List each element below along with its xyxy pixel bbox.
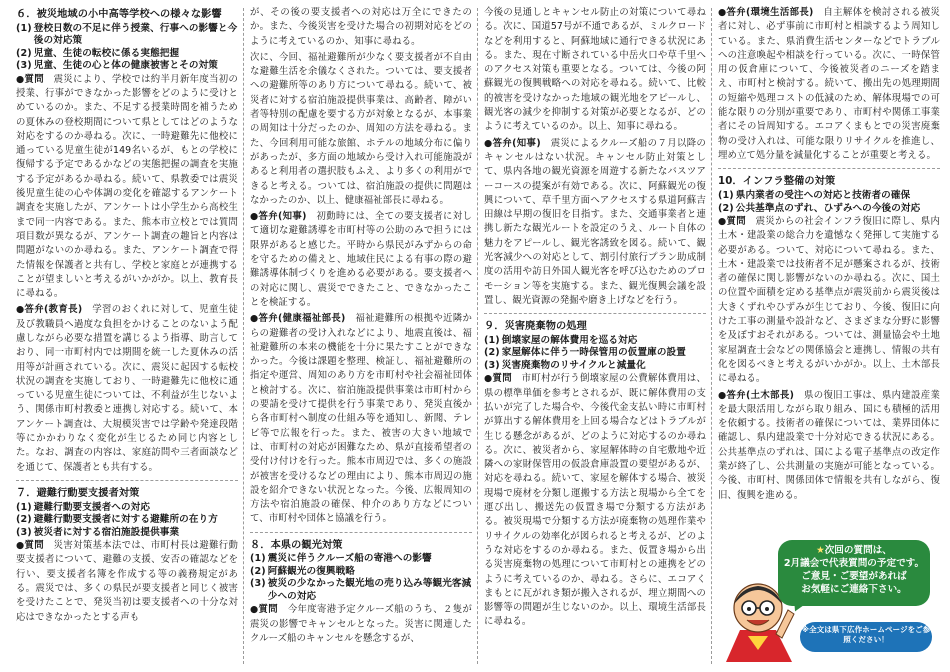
section-9-question: ●質問 市町村が行う倒壊家屋の公費解体費用は、県の標準単価を参考とされるが、既に解体費用の支払いが完了した場合や、今後代金支払い時に市町村が算出する解体費用を上回る場合などはトラブルが生じる懸念があるが、どのように対応するのか尋ねる。次に、被災者から、家屋解体時の自宅敷地や近隣への家財保管用の仮設倉庫設置の要望があるが、対応を尋ねる。続いて、家屋を解体する場合、被災現場で廃材を分類し運搬する方法と現場から全てを運び出し、搬送先の仮置き場で分類する方法がある。被災現場で分類する方法が廃棄物の処理作業やリサイクルの効率化が図られると考えるが、どのような対応をするのか尋ねる。また、仮置き場から出る災害廃棄物の処理について市町村との連携をどのように考えているのか、尋ねる。さらに、エコアくまもとに瓦がれき類が搬入されるが、埋立期間への影響等の問題が生じないのか。以上、環境生活部長に尋ねる。 (484, 373, 706, 628)
section-divider (250, 532, 472, 533)
column-divider (477, 8, 478, 664)
section-8-question: ●質問 今年度寄港予定クルーズ船のうち、２隻が震災の影響でキャンセルとなった。災害に関連したクルーズ船のキャンセルを懸念するが、 (250, 604, 472, 644)
section-8-sub-3: (3) 被災の少なかった観光地の売り込み等観光客減少への対応 (250, 578, 472, 602)
section-8-answer-governor: ●答弁(知事) 震災によるクルーズ船の７月以降のキャンセルはない状況。キャンセル防止対策として、県内各地の観光資源を周遊する新たなバスツアーコースの提案が有効である。次に、阿蘇観光の復興について、草千里方面へアクセスする県道阿蘇吉田線は早期の復旧を目指す。また、交通事業者と連携し新たな観光ルートを設定のうえ、ルート自体の魅力をアピールし、観光客誘致を図る。続いて、観光客減少への対応として、割引付旅行プラン助成制度の活用や訪日外国人観光客を呼び込むためのプロモーション等を実施する。また、観光復興会議を設置し、観光資源の発掘や磨き上げなどを行う。 (484, 137, 706, 306)
section-7-title: ７．避難行動要支援者対策 (16, 487, 140, 499)
section-8-sub-1: (1) 震災に伴うクルーズ船の寄港への影響 (250, 553, 432, 565)
section-7-sub-1: (1) 避難行動要支援者への対応 (16, 501, 151, 513)
section-8-title: ８．本県の観光対策 (250, 539, 343, 551)
section-10-question: ●質問 震災からの社会インフラ復旧に際し、県内土木・建設業の総合力を遺憾なく発揮して実施する必要がある。ついて、対応について尋ねる。また、土木・建設業では技術者不足が懸案されるが、技術者の確保に関し影響がないのか尋ねる。次に、国土の位置や面積を定める基準点が震災前から震災後は大きくずれやひずみが生じており、今後、復旧に向けた工事の測量や設計など、さまざまな分野に影響を及ぼすおそれがある。ついては、測量協会や土地家屋調査士会などの関係協会と連携し、情報の共有化を図るべきと考えるがいかがか。以上、土木部長に尋ねる。 (718, 215, 940, 385)
section-7-question: ●質問 災害対策基本法では、市町村長は避難行動要支援者について、避難の支援、安否の確認などを行い、要支援者名簿を作成する等の義務規定がある。震災では、多くの県民が要支援者と同じく被害を受けたことで、発災当初は要支援者への十分な対応はできなかったとする声も (16, 540, 238, 623)
section-8-question-cont: 今後の見通しとキャンセル防止の対策について尋ねる。次に、国道57号が不通であるが、ミルクロードなどを利用すると、阿蘇地域に通行できる状況にある。また、現在寸断されている中岳火口や草千里へのアクセス対策も重要となる。ついては、今後の阿蘇観光の復興戦略への対応を尋ねる。続いて、比較的被害を受けなかった地域の観光地をアピールし、観光客の減少を抑制する対策が必要となるが、どのように考えているのか。以上、知事に尋ねる。 (484, 7, 706, 133)
notice-line-2: 2月議会で代表質問の予定です。 (783, 557, 925, 569)
section-7-sub-3: (3) 被災者に対する宿泊施設提供事業 (16, 526, 180, 538)
section-6-sub-3: (3) 児童、生徒の心と体の健康被害とその対策 (16, 60, 218, 72)
notice-line-3: ご意見・ご要望があれば (801, 570, 907, 582)
section-6-sub-1: (1) 登校日数の不足に伴う授業、行事への影響と今後の対応策 (16, 22, 238, 47)
column-2 (250, 6, 472, 666)
section-7-answer-governor: ●答弁(知事) 初動時には、全ての要支援者に対して適切な避難誘導を市町村等の公助のみで担うには限界があると感じた。平時から県民がみずからの命を守るための備えと、地域住民による有事の際の避難誘導体制づくりを進める必要がある。要支援者への対応に関し、震災でできたこと、できなかったことを検証する。 (250, 211, 472, 308)
column-1 (16, 6, 238, 666)
section-7-question-cont-1: が、その後の要支援者への対応は万全にできたのか。また、今後災害を受けた場合の初期対応をどのように考えているのか、知事に尋ねる。 (250, 7, 472, 47)
section-divider (484, 313, 706, 314)
section-10-answer-civil: ●答弁(土木部長) 県の復旧工事は、県内建設産業を最大限活用しながら取り組み、国にも積極的活用を依頼する。技術者の確保については、業界団体に確認し、県内建設業で十分対応できる状況にある。公共基準点のずれは、国による電子基準点の改定作業が終了し、公共測量の実施が可能となっている。今後、市町村、関係団体で情報を共有しながら、復旧、復興を進める。 (718, 389, 940, 501)
section-10-sub-2: (2) 公共基準点のずれ、ひずみへの今後の対応 (718, 202, 921, 214)
section-9-sub-2: (2) 家屋解体に伴う一時保管用の仮置庫の設置 (484, 347, 686, 359)
section-7-sub-2: (2) 避難行動要支援者に対する避難所の在り方 (16, 514, 218, 526)
section-8-sub-2: (2) 阿蘇観光の復興戦略 (250, 565, 355, 577)
notice-line-1: ★次回の質問は、 (816, 545, 892, 556)
section-divider (16, 480, 238, 481)
section-7-question-cont-2: 次に、今回、福祉避難所が少なく要支援者が不自由な避難生活を余儀なくされた。ついては、要支援者への避難所等のあり方について尋ねる。続いて、被災者に対する宿泊施設提供事業は、高齢者、障がい者等特別の配慮を要する方が対象となるが、本事業の周知は十分だったのか、周知の方法を尋ねる。また、今回利用可能な旅館、ホテルの地域分布に偏りがあったが、多方面の地域から受け入れ可能施設があると利用者の選択肢もふえ、より多くの利用ができると考える。ついては、宿泊施設の提供に問題はなかったのか、以上、健康福祉部長に尋ねる。 (250, 51, 472, 206)
section-6-answer: ●答弁(教育長) 学習のおくれに対して、児童生徒及び教職員へ過度な負担をかけることのないよう配慮しながら必要な措置を講じるよう指導、助言しており、同一市町村内では期間を統一した夏休みの活用等が計画されている。次に、震災に起因する転校状況の調査を実施しており、一時避難先に他校に通っている児童生徒については、不利益が生じないよう、関係市町村教委と連携し対応する。続いて、本アンケート調査は、大規模災害では学齢や発達段階等にかかわりなく変化が生じるため同じ内容とした。なお、調査の内容は、家庭訪問や三者面談などを通じて、保護者とも共有する。 (16, 304, 238, 473)
column-3 (484, 6, 706, 666)
section-9-title: ９．災害廃棄物の処理 (484, 321, 587, 333)
column-divider (243, 8, 244, 664)
section-6-sub-2: (2) 児童、生徒の転校に係る実態把握 (16, 47, 180, 59)
section-7-answer-welfare: ●答弁(健康福祉部長) 福祉避難所の根拠や近隣からの避難者の受け入れなどにより、地震直後は、福祉避難所の本来の機能を十分に果たすことができなかった。今後は課題を整理、検証し、福祉避難所の指定や運営、周知のあり方を市町村や社会福祉団体と検討する。次に、宿泊施設提供事業は市町村からの要請を受けて提供を行う事業であり、発災直後から各市町村へ制度の仕組み等を通知し、新聞、テレビ等で広報を行った。また、被害の大きい地域では、市町村の対応が困難なため、県が直接希望者の受付け付けを行った。熊本市周辺では、多くの施設が被害を受けるなどの理由により、熊本市周辺の施設を紹介できない状況となった。今後、広報周知の方法や宿泊施設の確保、仲介のあり方などについて、市町村や団体と協議を行う。 (250, 313, 472, 525)
section-divider (718, 168, 940, 169)
section-9-sub-3: (3) 災害廃棄物のリサイクルと減量化 (484, 359, 646, 371)
section-9-sub-1: (1) 倒壊家屋の解体費用を巡る対応 (484, 335, 638, 346)
column-divider (711, 8, 712, 664)
section-10-sub-1: (1) 県内業者の受注への対応と技術者の確保 (718, 190, 911, 202)
notice-bubble (778, 540, 930, 606)
section-10-title: 10．インフラ整備の対策 (718, 176, 836, 188)
section-6-title: ６．被災地域の小中高等学校への様々な影響 (16, 9, 222, 20)
notice-line-4: お気軽にご連絡下さい。 (801, 583, 907, 595)
section-9-answer-environment: ●答弁(環境生活部長) 自主解体を検討される被災者に対し、必ず事前に市町村と相談するよう周知している。また、県消費生活センターなどでトラブルへの注意喚起や相談を行っている。次に、一時保管用の仮倉庫について、今後被災者のニーズを踏まえ、市町村と検討する。続いて、搬出先の処理期間の短縮や処理コストの低減のため、解体現場での可能な限りの分別が重要であり、市町村や関係工事業者にその旨周知する。エコアくまもとでの災害廃棄物の受け入れは、可能な限りリサイクルを推進し、埋め立て処分量を減量化することが重要と考える。 (718, 7, 940, 161)
website-note: ※全文は県下広作ホームページをご参照ください！ (800, 622, 932, 652)
section-6-question: ●質問 震災により、学校では約半月新年度当初の授業、行事ができなかった影響をどのように受けとめているのか。また、不足する授業時間を補うための夏休みの登校期間について県としてはどのような対応をするのか尋ねる。次に、一時避難先に他校に通っている児童生徒が149名いるが、もとの学校に復帰する予定であるかなどの実態把握の調査を実施する予定があるか尋ねる。続いて、県教委では震災後児童生徒の心や体調の変化を確認するアンケート調査を実施したが、アンケートは小学生から高校生まで同一内容である。また、熊本市立校とでは質問項目数が異なるが、アンケート調査の趣旨と内容は問題がないのか尋ねる。また、アンケート調査で得た情報を保護者と共有し、学校と家庭とが連携することが望ましいと考えるがいかがか。以上、教育長に尋ねる。 (16, 73, 238, 300)
